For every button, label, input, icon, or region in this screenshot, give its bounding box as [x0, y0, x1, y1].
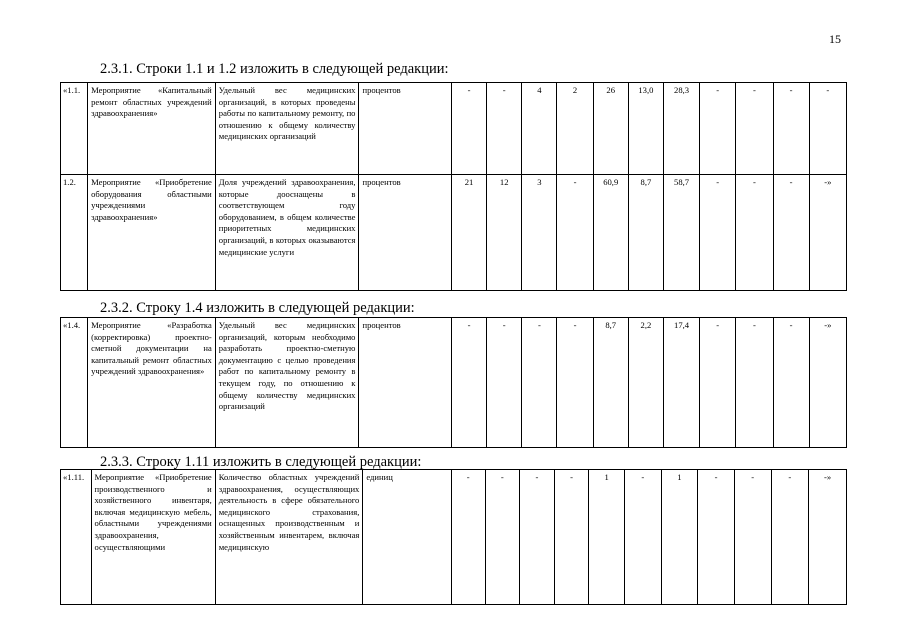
event-name: Мероприятие «Приобретение производственного и хозяйственного инвентаря, включая медицинскую мебель, областными учреждениями здравоохранения, осуществляющими: [91, 470, 215, 605]
value-cell: 60,9: [593, 175, 628, 291]
event-name: Мероприятие «Приобретение оборудования областными учреждениями здравоохранения»: [88, 175, 216, 291]
event-name: Мероприятие «Капитальный ремонт областных учреждений здравоохранения»: [88, 83, 216, 175]
value-cell: -: [451, 83, 486, 175]
value-cell: -: [700, 83, 736, 175]
value-cell: 13,0: [628, 83, 663, 175]
value-cell: -: [736, 318, 773, 448]
value-cell: -: [698, 470, 735, 605]
table-row: [61, 470, 847, 605]
value-cell: -: [485, 470, 520, 605]
unit-of-measure: процентов: [359, 175, 451, 291]
value-cell: -: [809, 83, 846, 175]
value-cell: -: [522, 318, 557, 448]
value-cell: -: [773, 175, 809, 291]
indicator-name: Количество областных учреждений здравоохранения, осуществляющих деятельность в сфере обязательного медицинского страхования, оснащенных производственным и хозяйственным инвентарем, включая медицинскую: [215, 470, 363, 605]
value-cell: 28,3: [663, 83, 699, 175]
value-cell: -: [451, 470, 485, 605]
value-cell: -: [554, 470, 589, 605]
value-cell: -»: [809, 175, 846, 291]
value-cell: -: [451, 318, 486, 448]
value-cell: -: [557, 318, 593, 448]
value-cell: -: [557, 175, 593, 291]
value-cell: -: [771, 470, 809, 605]
value-cell: 2,2: [628, 318, 663, 448]
value-cell: -»: [809, 470, 847, 605]
indicator-name: Удельный вес медицинских организаций, которым необходимо разработать проектно-сметную документацию с целью проведения работ по капитальному ремонту в текущем году, по отношению к общему количеству медицинских организаций: [215, 318, 359, 448]
unit-of-measure: процентов: [359, 318, 451, 448]
table-row-1-4: [60, 317, 847, 448]
table-row: [61, 83, 847, 175]
unit-of-measure: процентов: [359, 83, 451, 175]
table-rows-1-1-1-2: [60, 82, 847, 291]
indicator-name: Доля учреждений здравоохранения, которые дооснащены в соответствующем году оборудованием, в общем количестве приоритетных медицинских организаций, в которых оказываются медицинские услуги: [215, 175, 359, 291]
value-cell: 26: [593, 83, 628, 175]
value-cell: -: [773, 83, 809, 175]
indicator-name: Удельный вес медицинских организаций, в которых проведены работы по капитальному ремонту, по отношению к общему количеству медицинских организаций: [215, 83, 359, 175]
value-cell: 2: [557, 83, 593, 175]
value-cell: -: [736, 175, 773, 291]
section-heading-1: 2.3.1. Строки 1.1 и 1.2 изложить в следующей редакции:: [100, 61, 449, 77]
table-row: [61, 175, 847, 291]
unit-of-measure: единиц: [363, 470, 452, 605]
value-cell: 58,7: [663, 175, 699, 291]
section-heading-3: 2.3.3. Строку 1.11 изложить в следующей редакции:: [100, 454, 422, 470]
value-cell: 8,7: [628, 175, 663, 291]
value-cell: -: [734, 470, 771, 605]
value-cell: 17,4: [663, 318, 699, 448]
value-cell: 8,7: [593, 318, 628, 448]
value-cell: -: [736, 83, 773, 175]
value-cell: -»: [809, 318, 846, 448]
value-cell: -: [700, 175, 736, 291]
value-cell: -: [487, 83, 522, 175]
value-cell: 21: [451, 175, 486, 291]
value-cell: 1: [589, 470, 625, 605]
value-cell: -: [773, 318, 809, 448]
value-cell: -: [624, 470, 661, 605]
table-row-1-11: [60, 469, 847, 605]
row-number: «1.1.: [61, 83, 88, 175]
value-cell: -: [487, 318, 522, 448]
value-cell: 1: [661, 470, 698, 605]
row-number: 1.2.: [61, 175, 88, 291]
page-number: 15: [829, 32, 841, 46]
value-cell: -: [700, 318, 736, 448]
table-row: [61, 318, 847, 448]
row-number: «1.11.: [61, 470, 92, 605]
value-cell: -: [520, 470, 555, 605]
value-cell: 12: [487, 175, 522, 291]
value-cell: 3: [522, 175, 557, 291]
value-cell: 4: [522, 83, 557, 175]
event-name: Мероприятие «Разработка (корректировка) проектно-сметной документации на капитальный ремонт областных учреждений здравоохранения»: [88, 318, 216, 448]
section-heading-2: 2.3.2. Строку 1.4 изложить в следующей редакции:: [100, 300, 415, 316]
row-number: «1.4.: [61, 318, 88, 448]
